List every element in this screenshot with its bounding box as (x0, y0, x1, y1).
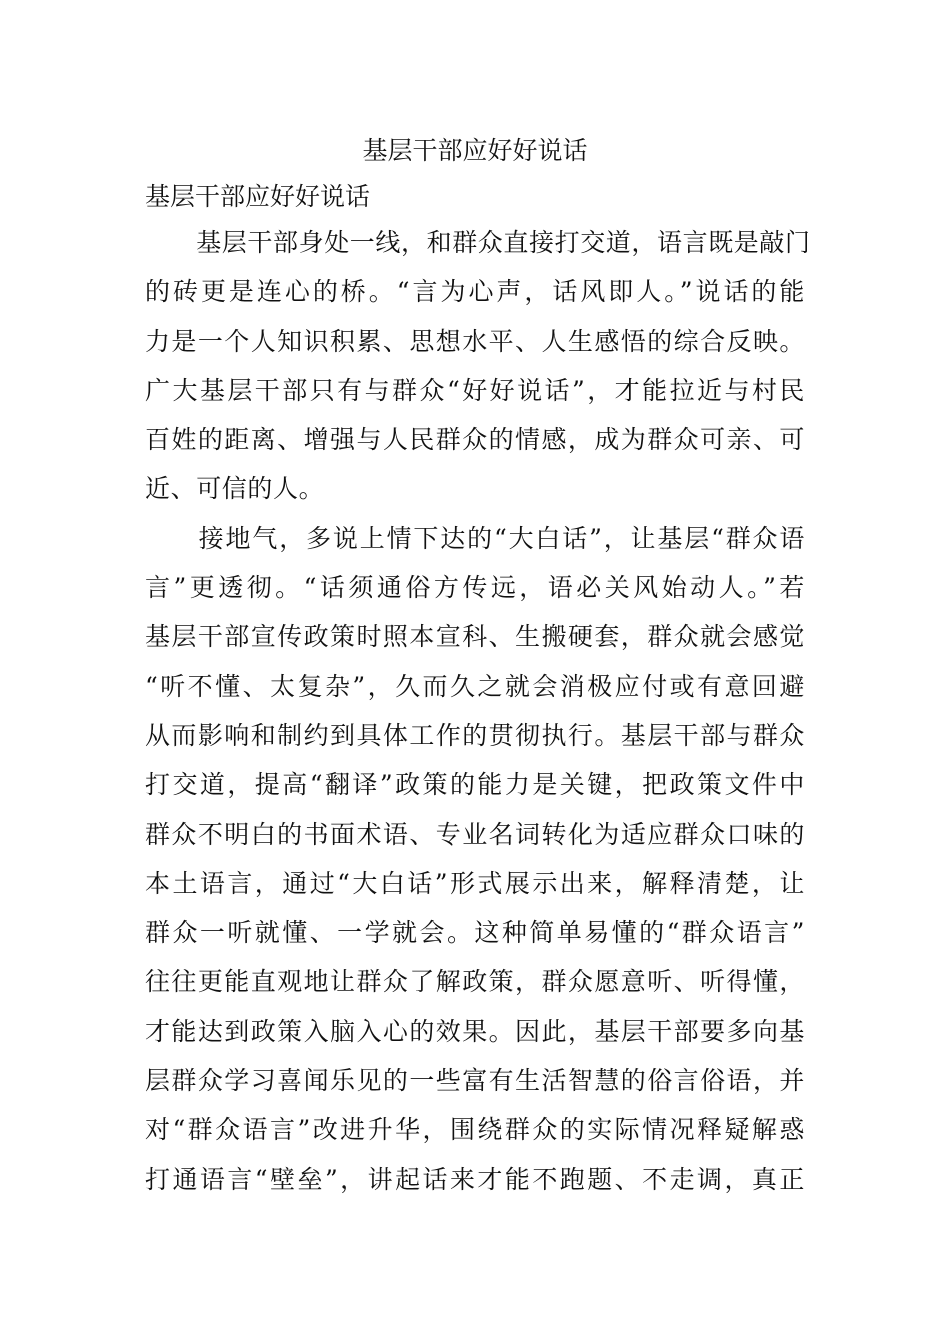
paragraph-line: 力是一个人知识积累、思想水平、人生感悟的综合反映。 (145, 326, 805, 356)
paragraph-line: 百姓的距离、增强与人民群众的情感，成为群众可亲、可 (145, 425, 805, 455)
paragraph-line: 广大基层干部只有与群众“好好说话”，才能拉近与村民 (145, 375, 805, 405)
paragraph-line: 群众一听就懂、一学就会。这种简单易懂的“群众语言” (145, 918, 805, 948)
paragraph-2 (145, 514, 805, 1204)
paragraph-line: 从而影响和制约到具体工作的贯彻执行。基层干部与群众 (145, 720, 805, 750)
paragraph-line: 基层干部宣传政策时照本宣科、生搬硬套，群众就会感觉 (145, 622, 805, 652)
paragraph-line: 对“群众语言”改进升华，围绕群众的实际情况释疑解惑 (145, 1115, 805, 1145)
paragraph-line: 基层干部身处一线，和群众直接打交道，语言既是敲门 (145, 228, 811, 257)
document-title: 基层干部应好好说话 (362, 136, 588, 165)
paragraph-line: 往往更能直观地让群众了解政策，群众愿意听、听得懂， (145, 967, 805, 997)
paragraph-line: 才能达到政策入脑入心的效果。因此，基层干部要多向基 (145, 1016, 805, 1046)
paragraph-1 (145, 218, 811, 514)
paragraph-line: 言”更透彻。“话须通俗方传远，语必关风始动人。”若 (145, 573, 805, 603)
document-page (145, 128, 811, 1204)
paragraph-line: 接地气，多说上情下达的“大白话”，让基层“群众语 (145, 523, 805, 553)
document-subtitle: 基层干部应好好说话 (145, 182, 371, 211)
paragraph-line: 群众不明白的书面术语、专业名词转化为适应群众口味的 (145, 819, 805, 849)
paragraph-line: “听不懂、太复杂”，久而久之就会消极应付或有意回避 (145, 671, 805, 701)
paragraph-line: 近、可信的人。 (145, 474, 325, 504)
paragraph-line: 层群众学习喜闻乐见的一些富有生活智慧的俗言俗语，并 (145, 1066, 805, 1096)
paragraph-line: 打通语言“壁垒”，讲起话来才能不跑题、不走调，真正 (145, 1164, 805, 1194)
paragraph-line: 的砖更是连心的桥。“言为心声，话风即人。”说话的能 (145, 277, 805, 307)
paragraph-line: 本土语言，通过“大白话”形式展示出来，解释清楚，让 (145, 868, 805, 898)
paragraph-line: 打交道，提高“翻译”政策的能力是关键，把政策文件中 (145, 770, 805, 800)
